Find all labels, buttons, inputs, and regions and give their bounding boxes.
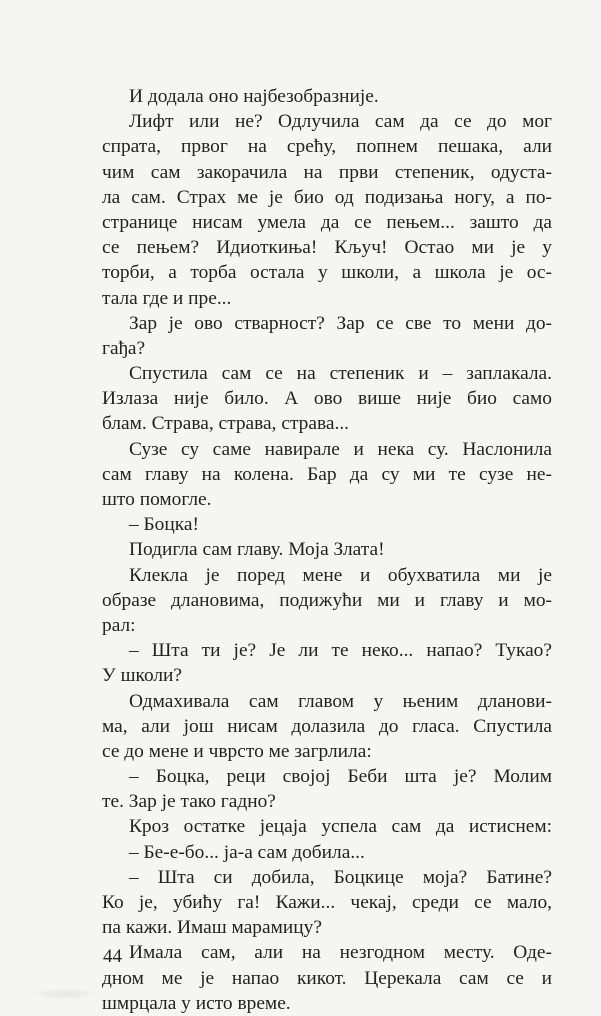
text-line: се пењем? Идиоткиња! Кључ! Остао ми је у <box>102 237 552 259</box>
text-line: чим сам закорачила на први степеник, одуста- <box>102 161 552 183</box>
text-line: Кроз остатке јецаја успела сам да истиснем: <box>129 816 552 838</box>
text-line: образе длановима, подижући ми и главу и мо- <box>102 589 552 611</box>
text-line: те. Зар је тако гадно? <box>102 791 276 813</box>
text-line: се до мене и чврсто ме загрлила: <box>102 740 372 762</box>
text-line: – Боцка, реци својој Беби шта је? Молим <box>129 766 552 788</box>
text-line: блам. Страва, страва, страва... <box>102 413 350 435</box>
text-line: – Шта си добила, Боцкице моја? Батине? <box>129 866 552 888</box>
text-line: ла сам. Страх ме је био од подизања ногу, а по- <box>102 186 552 208</box>
text-line: Одмахивала сам главом у њеним дланови- <box>129 690 552 712</box>
text-line: дном ме је напао кикот. Церекала сам се и <box>102 967 552 989</box>
text-line: – Боцка! <box>129 514 199 536</box>
text-line: Клекла је поред мене и обухватила ми је <box>129 564 552 586</box>
text-line: торби, а торба остала у школи, а школа је ос- <box>102 262 552 284</box>
text-line: ма, али још нисам долазила до гласа. Спустила <box>102 715 552 737</box>
text-line: У школи? <box>102 665 183 687</box>
text-line: Спустила сам се на степеник и – заплакала. <box>129 363 552 385</box>
text-line: Лифт или не? Одлучила сам да се до мог <box>129 111 552 133</box>
text-line: што помогле. <box>102 489 212 510</box>
text-line: странице нисам умела да се пењем... зашто да <box>102 211 552 233</box>
text-line: шмрцала у исто време. <box>102 992 291 1014</box>
text-line: Сузе су саме навирале и нека су. Наслонила <box>129 438 552 460</box>
text-line: Ко је, убићу га! Кажи... чекај, среди се мало, <box>102 892 552 913</box>
text-line: И додала оно најбезобразније. <box>129 86 379 107</box>
body-text <box>102 84 552 1016</box>
text-line: Подигла сам главу. Моја Злата! <box>129 539 385 561</box>
page-number: 44 <box>103 946 122 967</box>
paper-smudge <box>30 988 100 1000</box>
text-line: рал: <box>102 614 136 636</box>
text-line: Излаза није било. А ово више није био само <box>102 388 552 410</box>
text-line: – Бе-е-бо... ја-а сам добила... <box>129 841 365 863</box>
text-line: сам главу на колена. Бар да су ми те сузе не- <box>102 463 552 485</box>
text-line: па кажи. Имаш марамицу? <box>102 917 322 939</box>
text-line: тала где и пре... <box>102 287 232 309</box>
text-line: – Шта ти је? Је ли те неко... напао? Тукао? <box>129 640 552 662</box>
text-line: спрата, првог на срећу, попнем пешака, али <box>102 136 552 158</box>
text-line: Зар је ово стварност? Зар се све то мени до- <box>129 312 552 334</box>
text-line: Имала сам, али на незгодном месту. Оде- <box>129 942 552 964</box>
text-line: гађа? <box>102 337 146 359</box>
